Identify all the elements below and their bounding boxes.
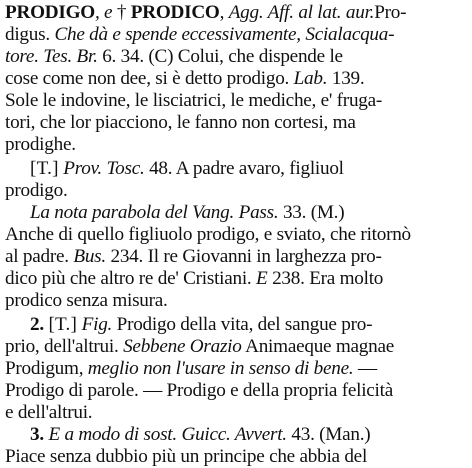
headword: PRODIGO <box>5 2 95 23</box>
tuscan-mark: [T.] <box>48 314 78 335</box>
latin-etymon: Pro- <box>374 2 407 23</box>
sense-2-line-5: e dell'altrui. <box>5 402 93 423</box>
entry-line-1: PRODIGO, e † PRODICO, Agg. Aff. al lat. aur.Pro- <box>5 2 407 23</box>
entry-line-3: tore. Tes. Br. 6. 34. (C) Colui, che dispende le <box>5 46 343 67</box>
cite-source: Tes. Br. <box>43 46 98 67</box>
cite-source: Prov. Tosc. <box>63 158 145 179</box>
cite-tag: (Man.) <box>319 424 371 445</box>
note: Sebbene Orazio <box>123 336 242 357</box>
cite-source: Guicc. Avvert. <box>181 424 287 445</box>
tuscan-mark: [T.] <box>30 158 59 179</box>
sense-t-line-1: [T.] Prov. Tosc. 48. A padre avaro, figliuol <box>30 158 344 179</box>
cite-ref: 6. 34. <box>102 46 144 67</box>
cite-source: Lab. <box>293 68 328 89</box>
sense-t-line-6: dico più che altro re de' Cristiani. E 238. Era molto <box>5 268 384 289</box>
cite-source: Pass. <box>238 202 279 223</box>
sense-2-line-1: 2. [T.] Fig. Prodigo della vita, del sangue pro- <box>30 314 373 335</box>
cite-ref: 139. <box>331 68 365 89</box>
sense-label: E a modo di sost. <box>48 424 177 445</box>
cite-ref: 33. <box>282 202 307 223</box>
sense-t-line-5: al padre. Bus. 234. Il re Giovanni in larghezza pro- <box>5 246 382 267</box>
sense-2-line-3: Prodigum, meglio non l'usare in senso di bene. — <box>5 358 377 379</box>
entry-line-4: cose come non dee, si è detto prodigo. Lab. 139. <box>5 68 365 89</box>
cite-ref: 234. <box>110 246 144 267</box>
entry-line-6: tori, che lor piacciono, le fanno non cortesi, ma <box>5 112 356 133</box>
cite-tag: (C) <box>148 46 174 67</box>
sense-number: 2. <box>30 314 44 335</box>
sense-t-line-2: prodigo. <box>5 180 68 201</box>
note: meglio non l'usare in senso di bene. <box>87 358 354 379</box>
cite-source: E <box>256 268 268 289</box>
sense-number: 3. <box>30 424 44 445</box>
cite-tag: (M.) <box>310 202 345 223</box>
sense-t-line-3 <box>30 202 344 224</box>
sense-2-line-2: prio, dell'altrui. Sebbene Orazio Animaeque magnae <box>5 336 395 357</box>
sense-label: Fig. <box>81 314 113 335</box>
sense-3-line-2: Piace senza dubbio più un principe che abbia del <box>5 446 368 467</box>
sense-t-line-4: Anche di quello figliuolo prodigo, e sviato, che ritornò <box>5 224 411 245</box>
entry-line-7: prodighe. <box>5 134 76 155</box>
definition: Che dà e spende eccessivamente, Scialacqua- <box>54 24 395 45</box>
dagger-icon: † <box>116 2 127 23</box>
sense-3-line-1 <box>30 424 370 446</box>
variant-headword: PRODICO <box>130 2 220 23</box>
entry-line-2: digus. Che dà e spende eccessivamente, Scialacqua- <box>5 24 395 45</box>
cite-ref: 238. <box>272 268 305 289</box>
note: La nota parabola del Vang. <box>30 202 235 223</box>
sense-2-line-4: Prodigo di parole. — Prodigo e della propria felicità <box>5 380 393 401</box>
conjunction: , e <box>94 2 117 23</box>
cite-ref: 48. <box>149 158 173 179</box>
sense-t-line-7: prodico senza misura. <box>5 290 168 311</box>
part-of-speech: Agg. Aff. al lat. aur. <box>228 2 375 23</box>
cite-source: Bus. <box>73 246 106 267</box>
entry-line-5: Sole le indovine, le lisciatrici, le mediche, e' fruga- <box>5 90 383 111</box>
cite-ref: 43. <box>291 424 315 445</box>
